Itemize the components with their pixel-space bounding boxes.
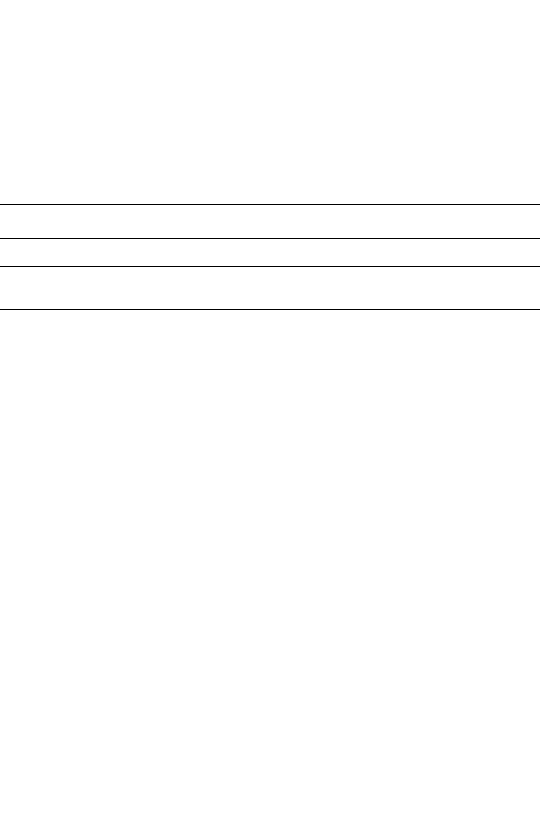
divider-title	[0, 238, 540, 239]
divider-top	[0, 204, 540, 205]
divider-header-bottom	[0, 309, 540, 310]
divider-header-top	[0, 266, 540, 267]
